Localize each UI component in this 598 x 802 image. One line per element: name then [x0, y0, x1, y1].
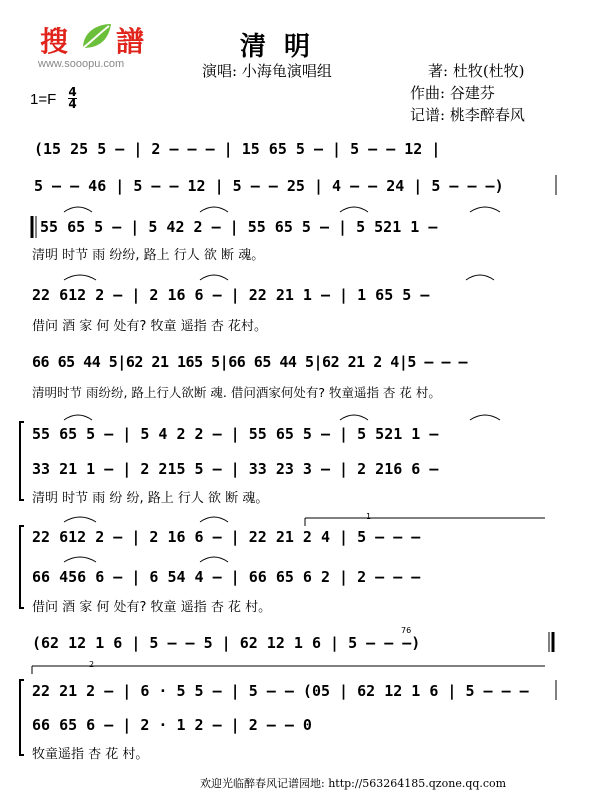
transcriber: 记谱: 桃李醉春风	[410, 106, 525, 124]
lyrics-row-9: 借问 酒 家 何 处有? 牧童 遥指 杏 花 村。	[32, 600, 272, 615]
time-sig-bottom: 4	[68, 97, 77, 111]
score-row-3: 55 65 5 – | 5 42 2 – | 55 65 5 – | 5 521 1 –	[40, 218, 438, 236]
lyrics-row-4: 借问 酒 家 何 处有? 牧童 遥指 杏 花村。	[32, 319, 267, 334]
score-row-12: 66 65 6 – | 2 · 1 2 – | 2 – – 0	[32, 716, 312, 734]
lyrics-row-3: 清明 时节 雨 纷纷, 路上 行人 欲 断 魂。	[32, 248, 265, 263]
logo-url: www.sooopu.com	[38, 58, 125, 70]
key-signature: 1=F	[30, 91, 57, 108]
volta-2-label: 2	[89, 660, 95, 669]
score-row-7: 33 21 1 – | 2 215 5 – | 33 23 3 – | 2 216 6 –	[32, 460, 439, 478]
lyricist: 著: 杜牧(杜牧)	[428, 62, 525, 80]
site-logo[interactable]	[38, 20, 156, 74]
lyrics-row-12: 牧童遥指 杏 花 村。	[32, 747, 149, 762]
logo-char-2: 譜	[116, 25, 147, 58]
time-signature	[68, 87, 77, 110]
score-row-5: 66 65 44 5|62 21 165 5|66 65 44 5|62 21 2 4|5 – – –	[32, 353, 468, 371]
score-row-2: 5 – – 46 | 5 – – 12 | 5 – – 25 | 4 – – 24 | 5 – – –)	[34, 177, 504, 195]
song-title: 清明	[240, 32, 329, 62]
score-row-9: 66 456 6 – | 6 54 4 – | 66 65 6 2 | 2 – – –	[32, 568, 421, 586]
volta-1-label: 1	[366, 512, 372, 521]
footer-text: 欢迎光临醉春风记谱园地: http://563264185.qzone.qq.com	[200, 777, 507, 790]
score-row-10: (62 12 1 6 | 5 – – 5 | 62 12 1 6 | 5 – – –)	[32, 634, 421, 652]
lyrics-row-5: 清明时节 雨纷纷, 路上行人欲断 魂. 借问酒家何处有? 牧童遥指 杏 花 村。	[32, 385, 441, 400]
score-row-1: (15 25 5 – | 2 – – – | 15 65 5 – | 5 – – 12 |	[34, 140, 441, 158]
time-sig-top: 4	[68, 85, 77, 99]
score-row-6: 55 65 5 – | 5 4 2 2 – | 55 65 5 – | 5 521 1 –	[32, 425, 439, 443]
score-row-8: 22 612 2 – | 2 16 6 – | 22 21 2 4 | 5 – – –	[32, 528, 421, 546]
composer: 作曲: 谷建芬	[410, 84, 495, 102]
score-row-4: 22 612 2 – | 2 16 6 – | 22 21 1 – | 1 65 5 –	[32, 286, 430, 304]
logo-char-1: 搜	[40, 25, 71, 58]
lyrics-row-7: 清明 时节 雨 纷 纷, 路上 行人 欲 断 魂。	[32, 491, 269, 506]
leaf-icon	[79, 22, 113, 52]
singer: 演唱: 小海龟演唱组	[202, 62, 332, 80]
score-row-11: 22 21 2 – | 6 · 5 5 – | 5 – – (05 | 62 12 1 6 | 5 – – –	[32, 682, 529, 700]
grace-note: 76	[401, 626, 412, 635]
